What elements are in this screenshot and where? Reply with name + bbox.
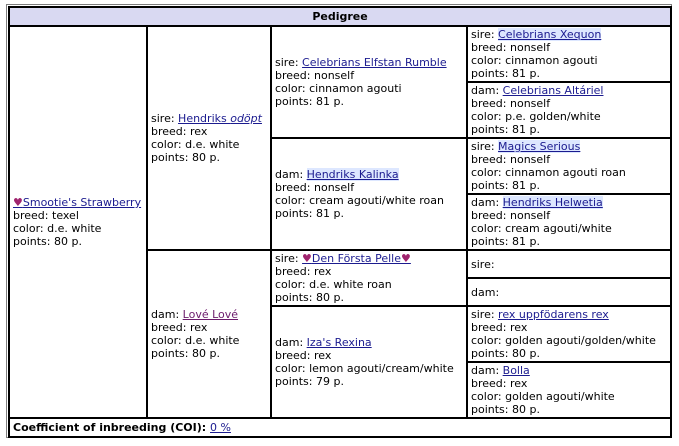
heart-icon: ♥ [401, 252, 411, 265]
dam-link[interactable]: Lové Lové [182, 308, 239, 321]
sss-cell: sire: Celebrians Xequon breed: nonself color: cinnamon agouti points: 81 p. [467, 26, 671, 82]
dam-sire-link[interactable]: ♥Den Första Pelle♥ [302, 252, 411, 265]
sire-points: 80 p. [192, 151, 220, 164]
dds-cell: sire: rex uppfödarens rex breed: rex color: golden agouti/golden/white points: 80 p. [467, 306, 671, 362]
subject-points: 80 p. [54, 235, 82, 248]
heart-icon: ♥ [302, 252, 312, 265]
sire-cell: sire: Hendriks odöpt breed: rex color: d.e. white points: 80 p. [147, 26, 271, 250]
sire-sire-cell: sire: Celebrians Elfstan Rumble breed: nonself color: cinnamon agouti points: 81 p. [271, 26, 467, 138]
sire-sire-link[interactable]: Celebrians Elfstan Rumble [302, 56, 447, 69]
subject-breed: texel [52, 209, 79, 222]
subject-link[interactable]: ♥Smootie's Strawberry [13, 196, 142, 209]
sire-color: d.e. white [185, 138, 240, 151]
heart-icon: ♥ [13, 196, 23, 209]
pedigree-title: Pedigree [9, 7, 671, 26]
dam-sire-cell: sire: ♥Den Första Pelle♥ breed: rex color: d.e. white roan points: 80 p. [271, 250, 467, 306]
sire-link[interactable]: Hendriks odöpt [178, 112, 262, 125]
sds-cell: sire: Magics Serious breed: nonself color: cinnamon agouti roan points: 81 p. [467, 138, 671, 194]
pedigree-table [8, 6, 672, 438]
ssd-link[interactable]: Celebrians Altáriel [502, 84, 604, 97]
ddd-cell: dam: Bolla breed: rex color: golden agouti/white points: 80 p. [467, 362, 671, 418]
sire-breed: rex [190, 125, 208, 138]
coi-link[interactable]: 0 % [210, 421, 231, 434]
subject-cell: ♥Smootie's Strawberry breed: texel color: d.e. white points: 80 p. [9, 26, 147, 418]
ddd-link[interactable]: Bolla [502, 364, 530, 377]
sdd-link[interactable]: Hendriks Helwetia [502, 196, 603, 209]
subject-color: d.e. white [47, 222, 102, 235]
sss-link[interactable]: Celebrians Xequon [498, 28, 602, 41]
sire-dam-cell: dam: Hendriks Kalinka breed: nonself color: cream agouti/white roan points: 81 p. [271, 138, 467, 250]
coi-row [9, 418, 671, 437]
coi-label: Coefficient of inbreeding (COI): [13, 421, 207, 434]
dam-dam-link[interactable]: Iza's Rexina [306, 336, 372, 349]
dss-cell: sire: [467, 250, 671, 278]
dam-breed: rex [190, 321, 208, 334]
sire-dam-link[interactable]: Hendriks Kalinka [306, 168, 399, 181]
dam-color: d.e. white [185, 334, 240, 347]
dds-link[interactable]: rex uppfödarens rex [498, 308, 609, 321]
dam-dam-cell: dam: Iza's Rexina breed: rex color: lemon agouti/cream/white points: 79 p. [271, 306, 467, 418]
sds-link[interactable]: Magics Serious [498, 140, 581, 153]
dsd-cell: dam: [467, 278, 671, 306]
dam-cell: dam: Lové Lové breed: rex color: d.e. white points: 80 p. [147, 250, 271, 418]
ssd-cell: dam: Celebrians Altáriel breed: nonself color: p.e. golden/white points: 81 p. [467, 82, 671, 138]
dam-points: 80 p. [192, 347, 220, 360]
sdd-cell: dam: Hendriks Helwetia breed: nonself color: cream agouti/white points: 81 p. [467, 194, 671, 250]
